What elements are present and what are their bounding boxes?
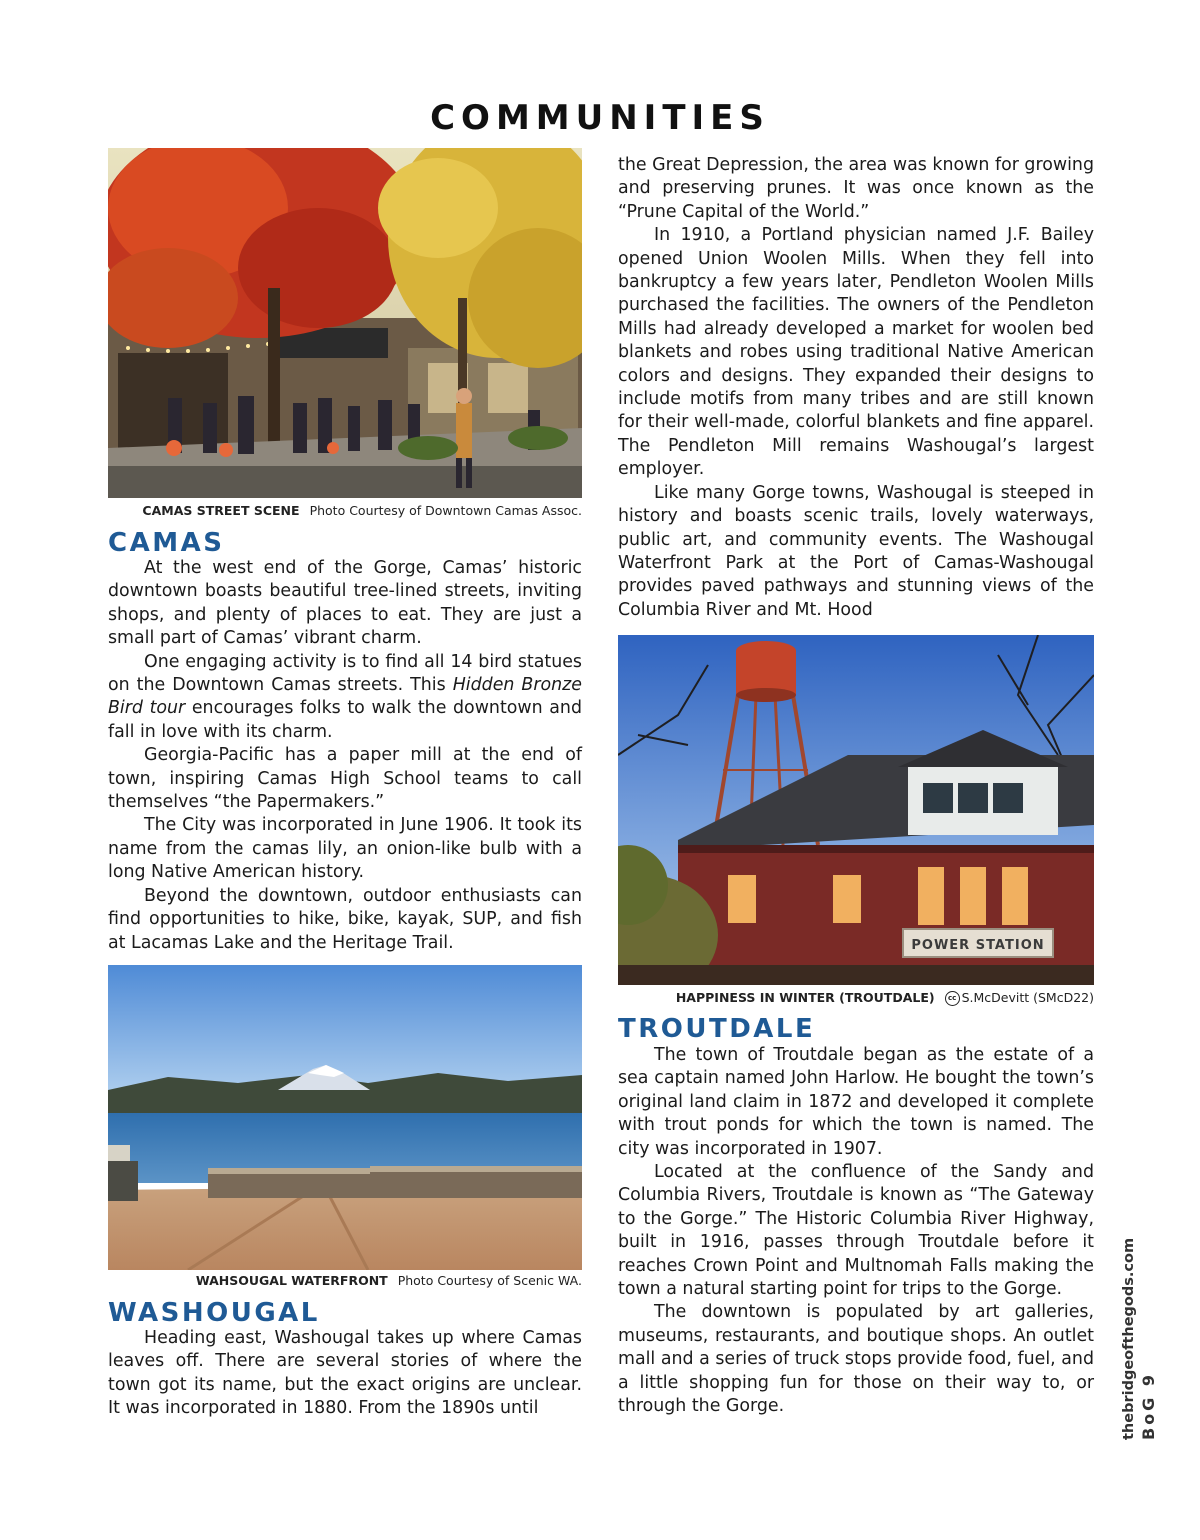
washougal-heading: WASHOUGAL [108,1298,320,1328]
camas-heading: CAMAS [108,528,225,558]
washougal-article-continued [618,154,1094,622]
website-url: thebridgeofthegods.com [1121,1237,1137,1440]
washougal-photo-caption [108,1273,582,1288]
washougal-caption-title: WAHSOUGAL WATERFRONT [195,1273,388,1288]
troutdale-photo-caption [618,990,1094,1006]
camas-paragraph-2-start: One engaging activity is to find all 14 bird statues on the Downtown Camas streets. This [108,651,582,696]
folio-label: BoG [1139,1394,1158,1440]
troutdale-paragraph-1: The town of Troutdale began as the estate of a sea captain named John Harlow. He bought the town’s original land claim in 1872 and developed it complete with trout ponds for which the town is named. The city was incorporated in 1907. [618,1045,1094,1159]
camas-photo-caption [108,503,582,518]
washougal-article-start [108,1327,582,1421]
page-title: COMMUNITIES [430,98,770,138]
camas-paragraph-1: At the west end of the Gorge, Camas’ historic downtown boasts beautiful tree-lined streets, inviting shops, and plenty of places to eat. They are just a small part of Camas’ vibrant charm. [108,558,582,649]
troutdale-caption-title: HAPPINESS IN WINTER (TROUTDALE) [675,990,935,1005]
camas-paragraph-2 [108,651,582,745]
washougal-paragraph-3: Like many Gorge towns, Washougal is steeped in history and boasts scenic trails, lovely waterways, public art, and community events. The Washougal Waterfront Park at the Port of Camas-Washougal provides paved pathways and stunning views of the Columbia River and Mt. Hood [618,482,1094,620]
troutdale-article [618,1044,1094,1419]
power-station-sign: POWER STATION [911,938,1045,953]
washougal-paragraph-2: In 1910, a Portland physician named J.F. Bailey opened Union Woolen Mills. When they fell into bankruptcy a few years later, Pendleton Woolen Mills purchased the facilities. The owners of the Pendleton Mills had already developed a market for woolen bed blankets and robes using traditional Native American colors and designs. They expanded their designs to include motifs from many tribes and are still known for their well-made, colorful blankets and fine apparel. The Pendleton Mill remains Washougal’s largest employer. [618,225,1094,480]
page-number: 9 [1139,1371,1158,1387]
creative-commons-icon: cc [945,991,960,1006]
washougal-paragraph-1: Heading east, Washougal takes up where Camas leaves off. There are several stories of where the town got its name, but the exact origins are unclear. It was incorporated in 1880. From the 1890s until [108,1328,582,1419]
troutdale-paragraph-2: Located at the confluence of the Sandy and Columbia Rivers, Troutdale is known as “The Gateway to the Gorge.” The Historic Columbia River Highway, built in 1916, passes through Troutdale before it reaches Crown Point and Multnomah Falls making the town a natural starting point for trips to the Gorge. [618,1162,1094,1300]
troutdale-photo-credit: S.McDevitt (SMcD22) [961,990,1094,1005]
camas-paragraph-2-end: encourages folks to walk the downtown and fall in love with its charm. [108,698,582,742]
camas-paragraph-5: Beyond the downtown, outdoor enthusiasts can find opportunities to hike, bike, kayak, SUP, and fish at Lacamas Lake and the Heritage Trail. [108,885,582,953]
camas-paragraph-3: Georgia-Pacific has a paper mill at the end of town, inspiring Camas High School teams to call themselves “the Papermakers.” [108,745,582,813]
bronze-bird-tour-title: Hidden Bronze Bird tour [108,675,582,719]
washougal-photo-credit: Photo Courtesy of Scenic WA. [397,1273,582,1288]
camas-paragraph-4: The City was incorporated in June 1906. It took its name from the camas lily, an onion-like bulb with a long Native American history. [108,815,582,883]
camas-photo-credit: Photo Courtesy of Downtown Camas Assoc. [309,503,582,518]
troutdale-heading: TROUTDALE [618,1014,816,1044]
troutdale-paragraph-3: The downtown is populated by art galleries, museums, restaurants, and boutique shops. An outlet mall and a series of truck stops provide food, fuel, and a little shopping fun for those on their way to, or through the Gorge. [618,1302,1094,1417]
troutdale-power-station-photo [618,635,1094,985]
page-folio [1138,1180,1160,1440]
camas-street-photo [108,148,582,498]
washougal-paragraph-1-continued: the Great Depression, the area was known for growing and preserving prunes. It was once known as the “Prune Capital of the World.” [618,155,1094,222]
camas-article [108,557,582,955]
washougal-waterfront-photo [108,965,582,1270]
side-folio [1120,1180,1160,1440]
camas-caption-title: CAMAS STREET SCENE [142,503,300,518]
